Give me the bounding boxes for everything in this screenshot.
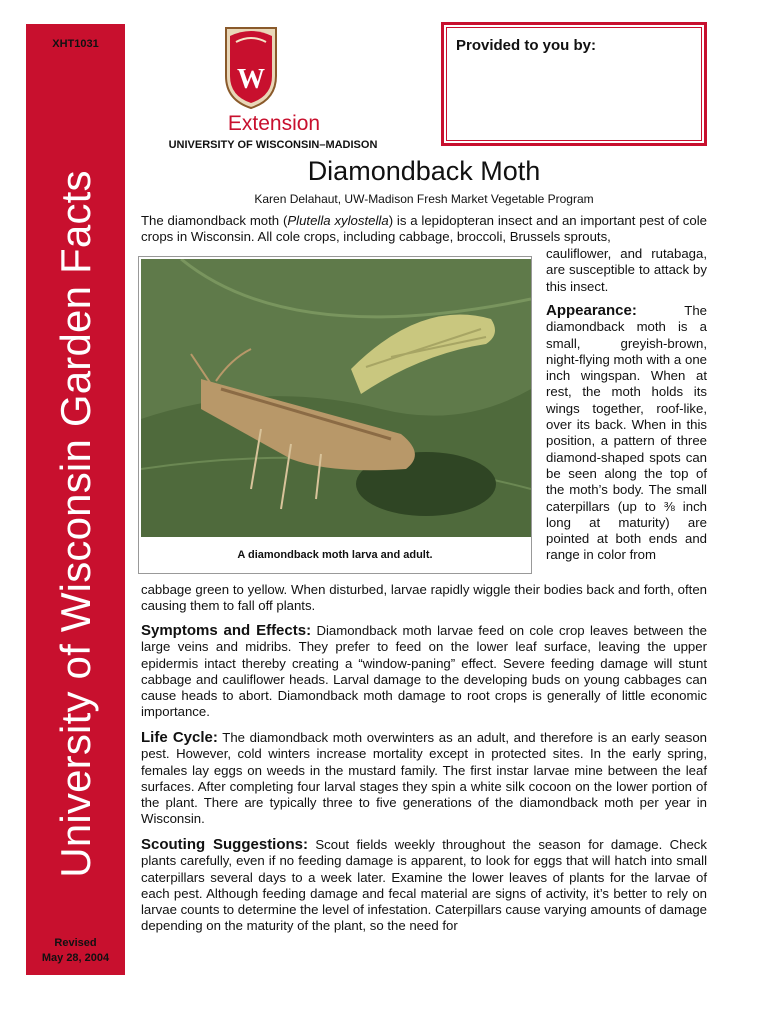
- university-name: UNIVERSITY OF WISCONSIN–MADISON: [168, 139, 378, 151]
- intro-continuation: cauliflower, and rutabaga, are susceptible to attack by this insect.: [546, 246, 707, 294]
- sidebar-band: [26, 24, 125, 975]
- author-line: Karen Delahaut, UW-Madison Fresh Market Vegetable Program: [254, 192, 594, 206]
- page-title: Diamondback Moth: [307, 156, 541, 186]
- extension-wordmark: Extension: [227, 112, 321, 135]
- scouting-heading: Scouting Suggestions:: [141, 836, 309, 853]
- symptoms-paragraph: Symptoms and Effects: Diamondback moth larvae feed on cole crop leaves between the large veins and midribs. They prefer to feed on the lower leaf surface, leaving the upper epidermis intact thereby creating a “window-paning” effect. Severe feeding damage will stunt cabbage and cauliflower heads. Larval damage to the developing buds on young cabbages can cause heads to abort. Diamondback moth damage to root crops is generally of little economic importance.: [141, 622, 707, 720]
- lifecycle-heading: Life Cycle:: [141, 729, 218, 746]
- revised-date: May 28, 2004: [41, 952, 110, 964]
- moth-photo: [138, 256, 532, 574]
- crest-letter: W: [237, 64, 265, 95]
- extension-logo: [156, 24, 396, 152]
- appearance-heading: Appearance:: [546, 302, 637, 319]
- uw-crest-icon: [156, 24, 396, 152]
- revised-label: Revised: [54, 937, 97, 949]
- intro-paragraph: The diamondback moth (Plutella xylostella) is a lepidopteran insect and an important pest of cole crops in Wisconsin. All cole crops, including cabbage, broccoli, Brussels sprouts,: [141, 213, 708, 245]
- provided-by-label: Provided to you by:: [456, 37, 597, 54]
- moth-larva-image: [141, 259, 531, 537]
- symptoms-heading: Symptoms and Effects:: [141, 622, 312, 639]
- appearance-paragraph: Appearance: The diamondback moth is a small, greyish-brown, night-flying moth with a one inch wingspan. When at rest, the moth holds its wings together, roof-like, over its back. When in this position, a pattern of three diamond-shaped spots can be seen along the top of the moth’s body. The small caterpillars (up to ⅜ inch long at maturity) are pointed at both ends and range in color from: [546, 302, 707, 563]
- revision-note: [26, 936, 125, 966]
- species-name: Plutella xylostella: [287, 213, 389, 228]
- document-code: XHT1031: [52, 38, 99, 50]
- lifecycle-paragraph: Life Cycle: The diamondback moth overwinters as an adult, and therefore is an early season pest. However, cold winters increase mortality except in protected sites. In the early spring, females lay eggs on weeds in the mustard family. The first instar larvae mine between the leaf surfaces. After completing four larval stages they spin a white silk cocoon on the lower portion of the plant. There are typically three to five generations of the diamondback moth per year in Wisconsin.: [141, 729, 707, 827]
- scouting-paragraph: Scouting Suggestions: Scout fields weekly throughout the season for damage. Check plants carefully, even if no feeding damage is apparent, to look for eggs that will hatch into small caterpillars several days to a week later. Examine the lower leaves of plants for the larvae of each pest. Although feeding damage and fecal material are signs of activity, it’s better to rely on larvae counts to determine the level of infestation. Caterpillars cause varying amounts of damage depending on the maturity of the plant, so the need for: [141, 836, 707, 934]
- photo-caption: A diamondback moth larva and adult.: [237, 549, 433, 561]
- series-title: University of Wisconsin Garden Facts: [52, 170, 99, 878]
- appearance-continuation: cabbage green to yellow. When disturbed, larvae rapidly wiggle their bodies back and forth, often causing them to fall off plants.: [141, 582, 707, 614]
- provided-by-box: [441, 22, 707, 146]
